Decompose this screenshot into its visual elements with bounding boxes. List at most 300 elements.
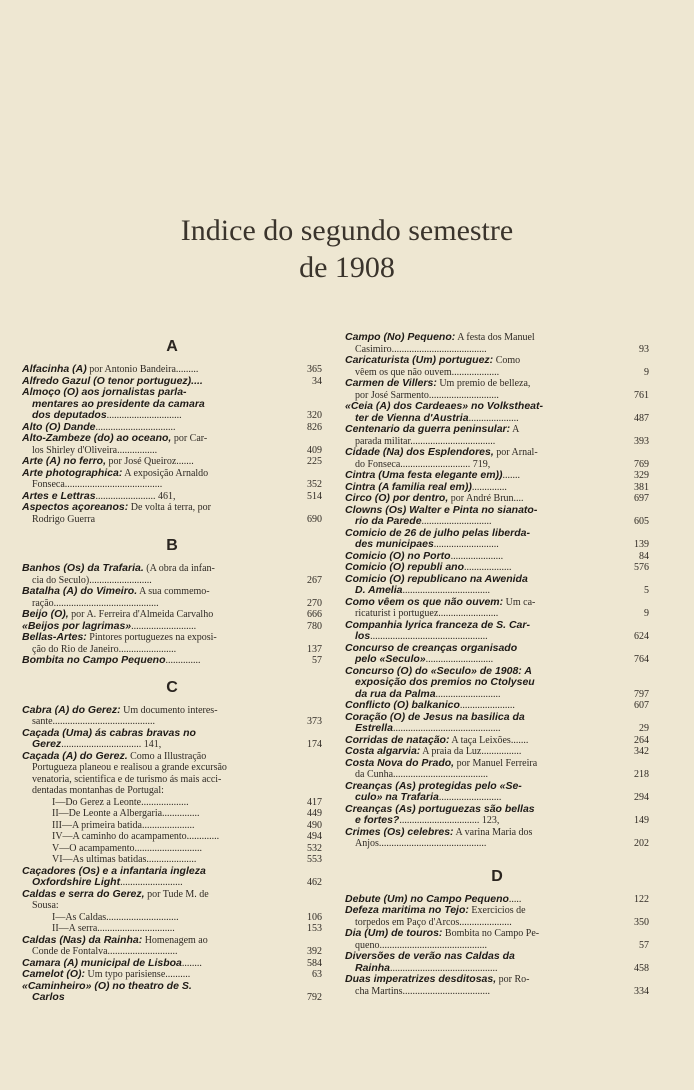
entry-page-number: 532 xyxy=(307,842,322,854)
index-entry xyxy=(345,447,649,470)
entry-line xyxy=(345,928,649,940)
entry-detail: sante......................................... xyxy=(32,716,156,727)
entry-heading: Caricaturista (Um) portuguez: xyxy=(345,355,494,366)
entry-detail: queno........................................... xyxy=(355,939,487,951)
entry-line xyxy=(345,424,649,436)
entry-line xyxy=(22,946,322,958)
entry-detail: Anjos........................................... xyxy=(355,838,487,849)
entry-line xyxy=(345,643,649,655)
section-gap xyxy=(22,667,322,673)
entry-page-number: 294 xyxy=(634,792,649,803)
section-gap xyxy=(22,525,322,531)
entry-heading: Comicio de 26 de julho pelas liberda- xyxy=(345,527,530,539)
index-entry xyxy=(22,491,322,503)
entry-heading: Caldas e serra do Gerez, xyxy=(22,888,145,900)
entry-detail: .................... xyxy=(468,412,519,424)
entry-text xyxy=(22,900,292,912)
entry-text xyxy=(345,608,619,620)
entry-detail: ............................................... xyxy=(370,631,488,642)
entry-detail: ............................ xyxy=(421,516,492,527)
entry-line xyxy=(345,551,649,563)
entry-heading: Gerez xyxy=(32,739,62,750)
entry-detail: ........................... xyxy=(425,654,494,665)
entry-line xyxy=(345,332,649,344)
entry-detail: vêem os que não ouvem................... xyxy=(355,366,500,378)
entry-heading: ter de Vienna d'Austria xyxy=(355,412,469,424)
entry-text xyxy=(22,598,292,610)
index-entry xyxy=(22,364,322,376)
index-entry xyxy=(345,735,649,747)
entry-text xyxy=(22,422,292,434)
entry-heading: pelo «Seculo» xyxy=(355,654,426,665)
entry-page-number: 320 xyxy=(307,410,322,421)
entry-heading: dos deputados xyxy=(32,410,107,421)
section-letter: C xyxy=(166,678,178,696)
entry-heading: Debute (Um) no Campo Pequeno xyxy=(345,893,509,905)
entry-text xyxy=(345,917,619,929)
entry-line xyxy=(345,792,649,804)
entry-page-number: 605 xyxy=(634,516,649,527)
section-letter: B xyxy=(166,537,178,554)
entry-page-number: 381 xyxy=(634,481,649,493)
entry-detail: por André Brun.... xyxy=(448,493,524,504)
entry-text xyxy=(345,390,619,402)
entry-text xyxy=(22,969,292,981)
entry-heading: Caçada (Uma) ás cabras bravas no xyxy=(22,727,196,739)
entry-detail: .............. xyxy=(471,481,507,493)
index-entry xyxy=(22,376,322,388)
entry-text xyxy=(22,586,292,598)
entry-line xyxy=(345,723,649,735)
index-entry xyxy=(345,528,649,551)
index-entry xyxy=(345,643,649,666)
entry-line xyxy=(345,758,649,770)
entry-text xyxy=(22,632,292,644)
entry-detail: .......................... xyxy=(131,620,197,632)
entry-line xyxy=(22,739,322,751)
index-entry xyxy=(22,621,322,633)
entry-detail: torpedos em Paço d'Arcos..................... xyxy=(355,916,512,928)
entry-line xyxy=(22,445,322,457)
index-entry xyxy=(22,609,322,621)
entry-page-number: 797 xyxy=(634,688,649,700)
entry-text xyxy=(345,401,619,413)
entry-text xyxy=(345,539,619,551)
entry-heading: culo» na Trafaria xyxy=(355,792,439,803)
entry-text xyxy=(345,378,619,390)
entry-detail: ................................ xyxy=(95,421,176,433)
entry-heading: Coração (O) de Jesus na basilica da xyxy=(345,711,525,723)
entry-text xyxy=(22,751,292,763)
entry-text xyxy=(345,735,619,747)
entry-detail: ..................... xyxy=(450,550,504,562)
entry-line xyxy=(345,838,649,850)
entry-detail: por Manuel Ferreira xyxy=(454,757,538,769)
section-letter: A xyxy=(166,338,178,355)
entry-heading: Costa algarvia: xyxy=(345,746,421,757)
entry-page-number: 139 xyxy=(634,539,649,550)
entry-text xyxy=(345,712,619,724)
entry-text xyxy=(22,705,292,717)
entry-line xyxy=(345,344,649,356)
index-entry xyxy=(345,424,649,447)
entry-line xyxy=(345,940,649,952)
entry-text xyxy=(345,746,619,758)
entry-detail: dentadas montanhas de Portugal: xyxy=(32,785,164,796)
entry-page-number: 63 xyxy=(312,969,322,980)
entry-line xyxy=(22,785,322,797)
entry-detail: Fonseca....................................... xyxy=(32,479,163,490)
index-entry xyxy=(22,422,322,434)
entry-text xyxy=(22,479,292,491)
index-entry xyxy=(345,574,649,597)
entry-page-number: 514 xyxy=(307,490,322,502)
entry-detail: ......................... xyxy=(120,877,183,888)
index-entry xyxy=(345,928,649,951)
entry-text xyxy=(22,376,292,388)
entry-detail: A praia da Luz................ xyxy=(420,746,522,757)
entry-page-number: 9 xyxy=(644,608,649,619)
entry-detail: .......................... xyxy=(435,688,501,700)
entry-text xyxy=(22,946,292,958)
entry-heading: Aspectos açoreanos: xyxy=(22,502,129,513)
entry-line xyxy=(345,447,649,459)
entry-heading: Oxfordshire Light xyxy=(32,877,121,888)
entry-line xyxy=(22,969,322,981)
entry-heading: Centenario da guerra peninsular: xyxy=(345,424,511,435)
index-entry xyxy=(22,387,322,422)
entry-heading: des municipaes xyxy=(355,539,434,550)
entry-detail: Homenagem ao xyxy=(142,934,208,946)
entry-line xyxy=(345,712,649,724)
entry-page-number: 174 xyxy=(307,739,322,750)
entry-line xyxy=(22,422,322,434)
entry-line xyxy=(345,413,649,425)
entry-line xyxy=(22,433,322,445)
entry-page-number: 780 xyxy=(307,620,322,632)
entry-detail: Pintores portuguezes na exposi- xyxy=(86,632,217,643)
entry-page-number: 218 xyxy=(634,769,649,780)
entry-page-number: 584 xyxy=(307,957,322,969)
index-entry xyxy=(345,401,649,424)
entry-detail: venatoria, scientifica e de turismo ás mais acci- xyxy=(32,773,222,785)
entry-detail: ........................................... xyxy=(392,723,501,734)
right-column xyxy=(345,332,649,997)
entry-line xyxy=(22,491,322,503)
entry-page-number: 697 xyxy=(634,493,649,504)
entry-line xyxy=(22,900,322,912)
entry-heading: Camelot (O): xyxy=(22,969,85,980)
entry-line xyxy=(345,390,649,402)
entry-text xyxy=(345,493,619,505)
entry-text xyxy=(345,689,619,701)
entry-detail: A xyxy=(510,424,520,435)
entry-detail: Casimiro...................................... xyxy=(355,343,487,355)
entry-text xyxy=(22,866,292,878)
entry-text xyxy=(345,482,619,494)
entry-line xyxy=(345,493,649,505)
entry-line xyxy=(22,762,322,774)
entry-detail: ....... xyxy=(502,470,521,481)
entry-detail: cha Martins................................... xyxy=(355,985,490,997)
entry-text xyxy=(22,854,292,866)
entry-page-number: 267 xyxy=(307,574,322,586)
entry-heading: Diversões de verão nas Caldas da xyxy=(345,951,515,962)
entry-detail: Um premio de belleza, xyxy=(436,378,531,389)
entry-page-number: 792 xyxy=(307,992,322,1003)
entry-text xyxy=(345,758,619,770)
index-entry xyxy=(345,951,649,974)
entry-page-number: 352 xyxy=(307,479,322,490)
entry-text xyxy=(22,981,292,993)
entry-text xyxy=(345,436,619,448)
entry-text xyxy=(22,514,292,526)
entry-line xyxy=(22,981,322,993)
entry-text xyxy=(22,433,292,445)
entry-text xyxy=(345,804,619,816)
entry-text xyxy=(345,516,619,528)
entry-text xyxy=(345,332,619,344)
entry-text xyxy=(22,563,292,575)
entry-text xyxy=(22,445,292,457)
entry-text xyxy=(345,528,619,540)
entry-text xyxy=(22,644,292,656)
entry-heading: Camara (A) municipal de Lisboa xyxy=(22,957,182,969)
entry-detail: do Fonseca............................ 719, xyxy=(355,458,491,470)
entry-text xyxy=(22,575,292,587)
entry-page-number: 494 xyxy=(307,831,322,842)
index-entry xyxy=(22,889,322,935)
entry-detail: Portugueza planeou e realisou a grande excursão xyxy=(32,762,227,773)
entry-heading: Arte (A) no ferro, xyxy=(22,456,106,467)
entry-page-number: 350 xyxy=(634,916,649,928)
entry-line xyxy=(22,456,322,468)
section-gap xyxy=(345,850,649,862)
entry-line xyxy=(345,608,649,620)
entry-line xyxy=(22,866,322,878)
entry-heading: Bombita no Campo Pequeno xyxy=(22,655,166,666)
entry-line xyxy=(22,376,322,388)
entry-line xyxy=(345,894,649,906)
entry-line xyxy=(345,654,649,666)
entry-text xyxy=(345,643,619,655)
entry-line xyxy=(22,843,322,855)
entry-text xyxy=(22,843,292,855)
entry-text xyxy=(345,986,619,998)
entry-heading: Bellas-Artes: xyxy=(22,632,87,643)
entry-line xyxy=(22,387,322,399)
entry-line xyxy=(22,563,322,575)
entry-heading: Arte photographica: xyxy=(22,467,123,479)
entry-heading: los xyxy=(355,631,371,642)
entry-page-number: 29 xyxy=(639,723,649,734)
entry-detail: Sousa: xyxy=(32,900,59,911)
entry-page-number: 458 xyxy=(634,962,649,974)
entry-page-number: 106 xyxy=(307,911,322,923)
entry-line xyxy=(22,728,322,740)
entry-line xyxy=(22,399,322,411)
entry-text xyxy=(345,459,619,471)
entry-line xyxy=(345,689,649,701)
entry-text xyxy=(345,597,619,609)
entry-heading: Caçada (A) do Gerez. xyxy=(22,750,128,762)
entry-heading: Dia (Um) de touros: xyxy=(345,928,443,939)
entry-page-number: 764 xyxy=(634,654,649,665)
entry-heading: Alfredo Gazul (O tenor portuguez).... xyxy=(22,375,203,387)
entry-heading: Duas imperatrizes desditosas, xyxy=(345,974,497,985)
entry-line xyxy=(345,597,649,609)
entry-line xyxy=(345,917,649,929)
index-entry xyxy=(22,468,322,491)
entry-text xyxy=(345,769,619,781)
entry-line xyxy=(22,410,322,422)
entry-text xyxy=(22,655,292,667)
entry-text xyxy=(22,785,292,797)
entry-detail: por A. Ferreira d'Almeida Carvalho xyxy=(68,609,214,620)
entry-page-number: 487 xyxy=(634,412,649,424)
entry-detail: Um typo parisiense.......... xyxy=(85,969,191,980)
index-entry xyxy=(345,712,649,735)
entry-page-number: 826 xyxy=(307,421,322,433)
entry-line xyxy=(22,992,322,1004)
index-entry xyxy=(345,804,649,827)
entry-text xyxy=(22,992,292,1004)
entry-detail: I—Do Gerez a Leonte................... xyxy=(52,796,189,808)
entry-heading: Como vêem os que não ouvem: xyxy=(345,596,504,608)
entry-text xyxy=(345,620,619,632)
entry-heading: Almoço (O) aos jornalistas parla- xyxy=(22,387,187,398)
index-entry xyxy=(22,705,322,728)
entry-heading: Carlos xyxy=(32,992,65,1003)
entry-text xyxy=(345,700,619,712)
entry-heading: Rainha xyxy=(355,962,391,974)
entry-page-number: 264 xyxy=(634,734,649,746)
entry-text xyxy=(22,716,292,728)
index-entry xyxy=(345,827,649,850)
entry-heading: Comicio (O) republi ano xyxy=(345,562,465,573)
entry-line xyxy=(345,482,649,494)
entry-detail: Um documento interes- xyxy=(120,704,218,716)
entry-line xyxy=(22,586,322,598)
entry-detail: V—O acampamento........................... xyxy=(52,842,202,854)
entry-text xyxy=(345,928,619,940)
index-entry xyxy=(345,758,649,781)
entry-line xyxy=(345,562,649,574)
entry-detail: A varina Maria dos xyxy=(453,826,533,838)
entry-text xyxy=(345,585,619,597)
entry-line xyxy=(345,620,649,632)
entry-detail: .......................... xyxy=(433,539,499,550)
entry-page-number: 342 xyxy=(634,746,649,757)
entry-text xyxy=(22,728,292,740)
entry-line xyxy=(22,575,322,587)
entry-text xyxy=(345,827,619,839)
entry-heading: Carmen de Villers: xyxy=(345,378,437,389)
entry-text xyxy=(345,355,619,367)
entry-line xyxy=(22,877,322,889)
entry-text xyxy=(22,889,292,901)
entry-detail: Como a Illustração xyxy=(127,750,207,762)
entry-detail: II—De Leonte a Albergaria............... xyxy=(52,808,200,819)
entry-line xyxy=(345,528,649,540)
entry-detail: ................................ 123, xyxy=(399,815,500,826)
entry-text xyxy=(345,940,619,952)
entry-page-number: 153 xyxy=(307,923,322,934)
entry-page-number: 9 xyxy=(644,366,649,378)
index-entry xyxy=(345,620,649,643)
entry-detail: cia do Seculo)......................... xyxy=(32,574,152,586)
entry-page-number: 392 xyxy=(307,946,322,957)
entry-page-number: 149 xyxy=(634,815,649,826)
entry-line xyxy=(345,401,649,413)
index-entry xyxy=(22,728,322,751)
entry-text xyxy=(345,792,619,804)
entry-page-number: 373 xyxy=(307,716,322,727)
entry-text xyxy=(345,631,619,643)
entry-line xyxy=(345,470,649,482)
entry-heading: Caçadores (Os) e a infantaria ingleza xyxy=(22,865,206,877)
entry-text xyxy=(22,877,292,889)
entry-detail: (A obra da infan- xyxy=(143,563,215,574)
entry-page-number: 624 xyxy=(634,631,649,642)
entry-text xyxy=(345,470,619,482)
index-entry xyxy=(22,935,322,958)
entry-text xyxy=(345,838,619,850)
entry-page-number: 607 xyxy=(634,700,649,711)
entry-text xyxy=(22,808,292,820)
entry-text xyxy=(22,923,292,935)
entry-detail: da Cunha...................................... xyxy=(355,769,489,780)
entry-heading: Cintra (Uma festa elegante em)) xyxy=(345,470,503,481)
entry-line xyxy=(22,609,322,621)
entry-line xyxy=(345,735,649,747)
title-line-2: de 1908 xyxy=(299,251,395,284)
entry-line xyxy=(345,815,649,827)
entry-heading: Alto-Zambeze (do) ao oceano, xyxy=(22,433,172,444)
entry-text xyxy=(345,654,619,666)
entry-line xyxy=(22,808,322,820)
entry-heading: da rua da Palma xyxy=(355,688,436,700)
index-entry xyxy=(345,597,649,620)
index-entry xyxy=(22,456,322,468)
entry-detail: .............. xyxy=(165,655,201,666)
index-entry xyxy=(345,505,649,528)
entry-text xyxy=(22,456,292,468)
entry-line xyxy=(22,820,322,832)
entry-page-number: 84 xyxy=(639,550,649,562)
index-entry xyxy=(22,958,322,970)
entry-line xyxy=(345,781,649,793)
entry-line xyxy=(22,632,322,644)
entry-heading: «Beijos por lagrimas» xyxy=(22,620,132,632)
entry-text xyxy=(22,774,292,786)
entry-text xyxy=(22,410,292,422)
entry-page-number: 137 xyxy=(307,643,322,655)
entry-detail: I—As Caldas............................. xyxy=(52,911,179,923)
entry-detail: A sua commemo- xyxy=(137,586,210,597)
entry-heading: Circo (O) por dentro, xyxy=(345,493,449,504)
entry-line xyxy=(22,751,322,763)
entry-detail: ção do Rio de Janeiro....................... xyxy=(32,643,177,655)
entry-heading: Creanças (As) portuguezas são bellas xyxy=(345,803,535,815)
entry-text xyxy=(345,424,619,436)
entry-line xyxy=(345,986,649,998)
entry-text xyxy=(22,820,292,832)
entry-text xyxy=(345,905,619,917)
entry-line xyxy=(345,516,649,528)
entry-heading: Concurso (O) do «Seculo» de 1908: A xyxy=(345,665,532,677)
entry-heading: Caldas (Nas) da Rainha: xyxy=(22,934,143,946)
